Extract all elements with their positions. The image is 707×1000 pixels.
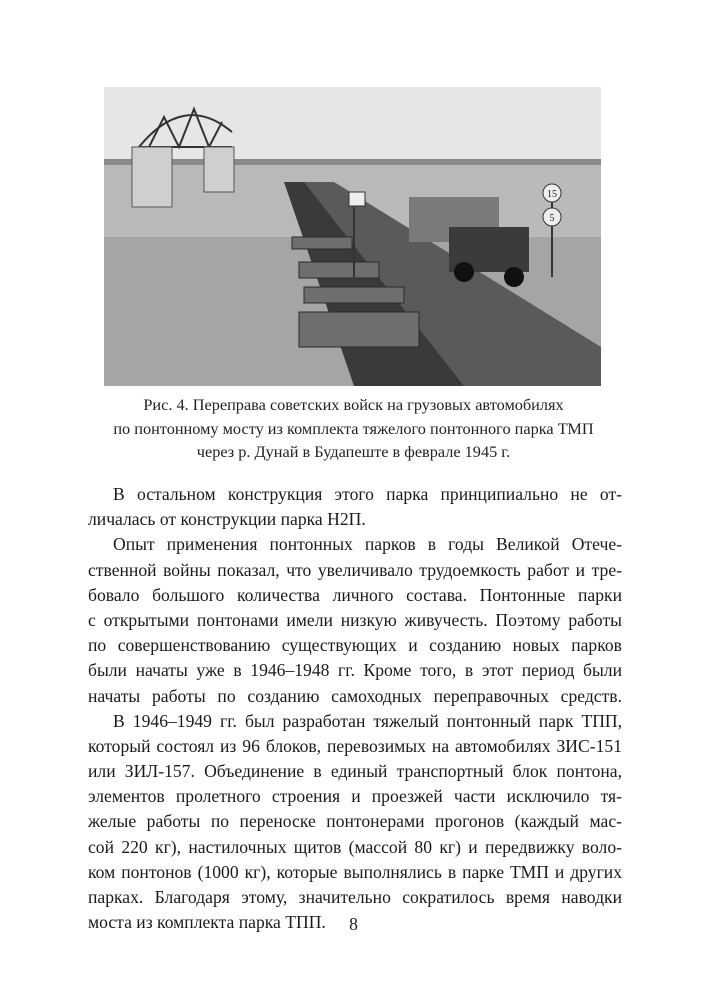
text-line: В остальном конструкция этого парка принципиально не от- [113, 484, 622, 504]
text-line: желые работы по переноске понтонерами прогонов (каждый мас- [88, 811, 622, 832]
text-line: который состоял из 96 блоков, перевозимых на автомобилях ЗИС-151 [88, 735, 622, 756]
photo-illustration [104, 87, 601, 386]
body-text [88, 482, 622, 935]
figure-caption [80, 393, 627, 464]
text-line: начаты работы по созданию самоходных переправочных средств. [88, 685, 622, 706]
sign-15: 15 [547, 189, 557, 200]
sign-5: 5 [549, 213, 555, 224]
text-line: были начаты уже в 1946–1948 гг. Кроме того, в этот период были [88, 660, 622, 681]
text-line: ком понтонов (1000 кг), которые выполнялись в парке ТМП и других [88, 861, 622, 882]
text-line: бовало большого количества личного состава. Понтонные парки [88, 584, 622, 605]
text-line: личалась от конструкции парка Н2П. [88, 509, 366, 530]
text-line: по совершенствованию существующих и созданию новых парков [88, 635, 622, 656]
text-line: или ЗИЛ-157. Объединение в единый транспортный блок понтона, [88, 761, 622, 782]
caption-line: через р. Дунай в Будапеште в феврале 1945 г. [196, 442, 511, 461]
page-number: 8 [349, 914, 358, 934]
caption-line: Рис. 4. Переправа советских войск на грузовых автомобилях [143, 395, 564, 414]
text-line: сой 220 кг), настилочных щитов (массой 80 кг) и передвижку воло- [88, 836, 622, 857]
text-line: Опыт применения понтонных парков в годы Великой Отече- [113, 534, 622, 555]
text-line: В 1946–1949 гг. был разработан тяжелый понтонный парк ТПП, [113, 710, 622, 731]
text-line: элементов пролетного строения и проезжей части исключило тя- [88, 786, 622, 807]
photo-pontoon-bridge [104, 87, 601, 386]
text-line: с открытыми понтонами имели низкую живучесть. Поэтому работы [88, 609, 622, 630]
text-line: моста из комплекта парка ТПП. [88, 912, 326, 933]
caption-line: по понтонному мосту из комплекта тяжелого понтонного парка ТМП [113, 418, 594, 438]
text-line: ственной войны показал, что увеличивало трудоемкость работ и тре- [88, 559, 622, 580]
text-line: парках. Благодаря этому, значительно сократилось время наводки [88, 887, 622, 907]
